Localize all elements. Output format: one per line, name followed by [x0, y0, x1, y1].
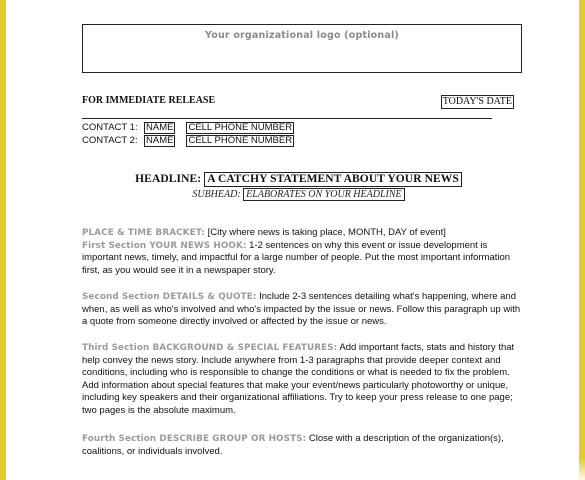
headline-label: HEADLINE: [135, 173, 202, 185]
section-place-and-first [82, 227, 528, 277]
contact-row-2 [82, 135, 294, 147]
third-section-label: Third Section BACKGROUND & SPECIAL FEATURES: [82, 343, 338, 353]
fourth-section-label: Fourth Section DESCRIBE GROUP OR HOSTS: [82, 434, 307, 444]
contact-label: CONTACT 1: [82, 122, 138, 133]
subhead [6, 188, 585, 201]
place-time-label: PLACE & TIME BRACKET: [82, 228, 205, 238]
contact-name-field: NAME [146, 135, 174, 146]
headline [6, 172, 585, 187]
logo-placeholder-box [82, 24, 522, 73]
contact-label: CONTACT 2: [82, 135, 138, 146]
place-time-text: [City where news is taking place, MONTH, DAY of event] [204, 227, 446, 238]
contact-phone-field: CELL PHONE NUMBER [188, 122, 293, 133]
subhead-label: SUBHEAD: [192, 189, 241, 200]
date-field: TODAY'S DATE [442, 96, 512, 107]
second-section-label: Second Section DETAILS & QUOTE: [82, 292, 257, 302]
section-third [82, 342, 528, 418]
logo-placeholder-text: Your organizational logo (optional) [205, 30, 399, 41]
subhead-text: ELABORATES ON YOUR HEADLINE [243, 188, 404, 201]
release-label: FOR IMMEDIATE RELEASE [82, 95, 216, 106]
divider-rule [82, 118, 492, 119]
contact-name-field: NAME [146, 122, 174, 133]
release-row [82, 95, 514, 109]
second-section-text: Include 2-3 sentences detailing what's happening, where and when, as well as who's involved and who's impacted by the issue or news. Follow this paragraph up with a quote from someone directly involved or affected by the issue or news. [82, 291, 521, 328]
first-section-text: 1-2 sentences on why this event or issue development is important news, timely, and impactful for a large number of people. Put the most important information first, as you would see it in a newspaper story. [82, 239, 511, 276]
contact-phone-field: CELL PHONE NUMBER [188, 135, 293, 146]
section-second [82, 291, 528, 329]
fourth-section-text: Close with a description of the organization(s), coalitions, or individuals involved. [82, 433, 504, 457]
headline-text: A CATCHY STATEMENT ABOUT YOUR NEWS [204, 172, 462, 187]
first-section-label: First Section YOUR NEWS HOOK: [82, 240, 247, 251]
section-fourth [82, 433, 528, 458]
bottom-fade [6, 458, 585, 480]
third-section-text: Add important facts, stats and history that help convey the news story. Include anywhere from 1-3 paragraphs that provide deeper context and conditions, including who is responsible to change the conditions or what is needed to fix the problem. Add information about special features that make your event/news particularly photoworthy or unique, including key speakers and their organizational affiliations. Try to keep your press release to one page; two pages is the absolute maximum. [82, 342, 515, 416]
contact-row-1 [82, 122, 294, 134]
